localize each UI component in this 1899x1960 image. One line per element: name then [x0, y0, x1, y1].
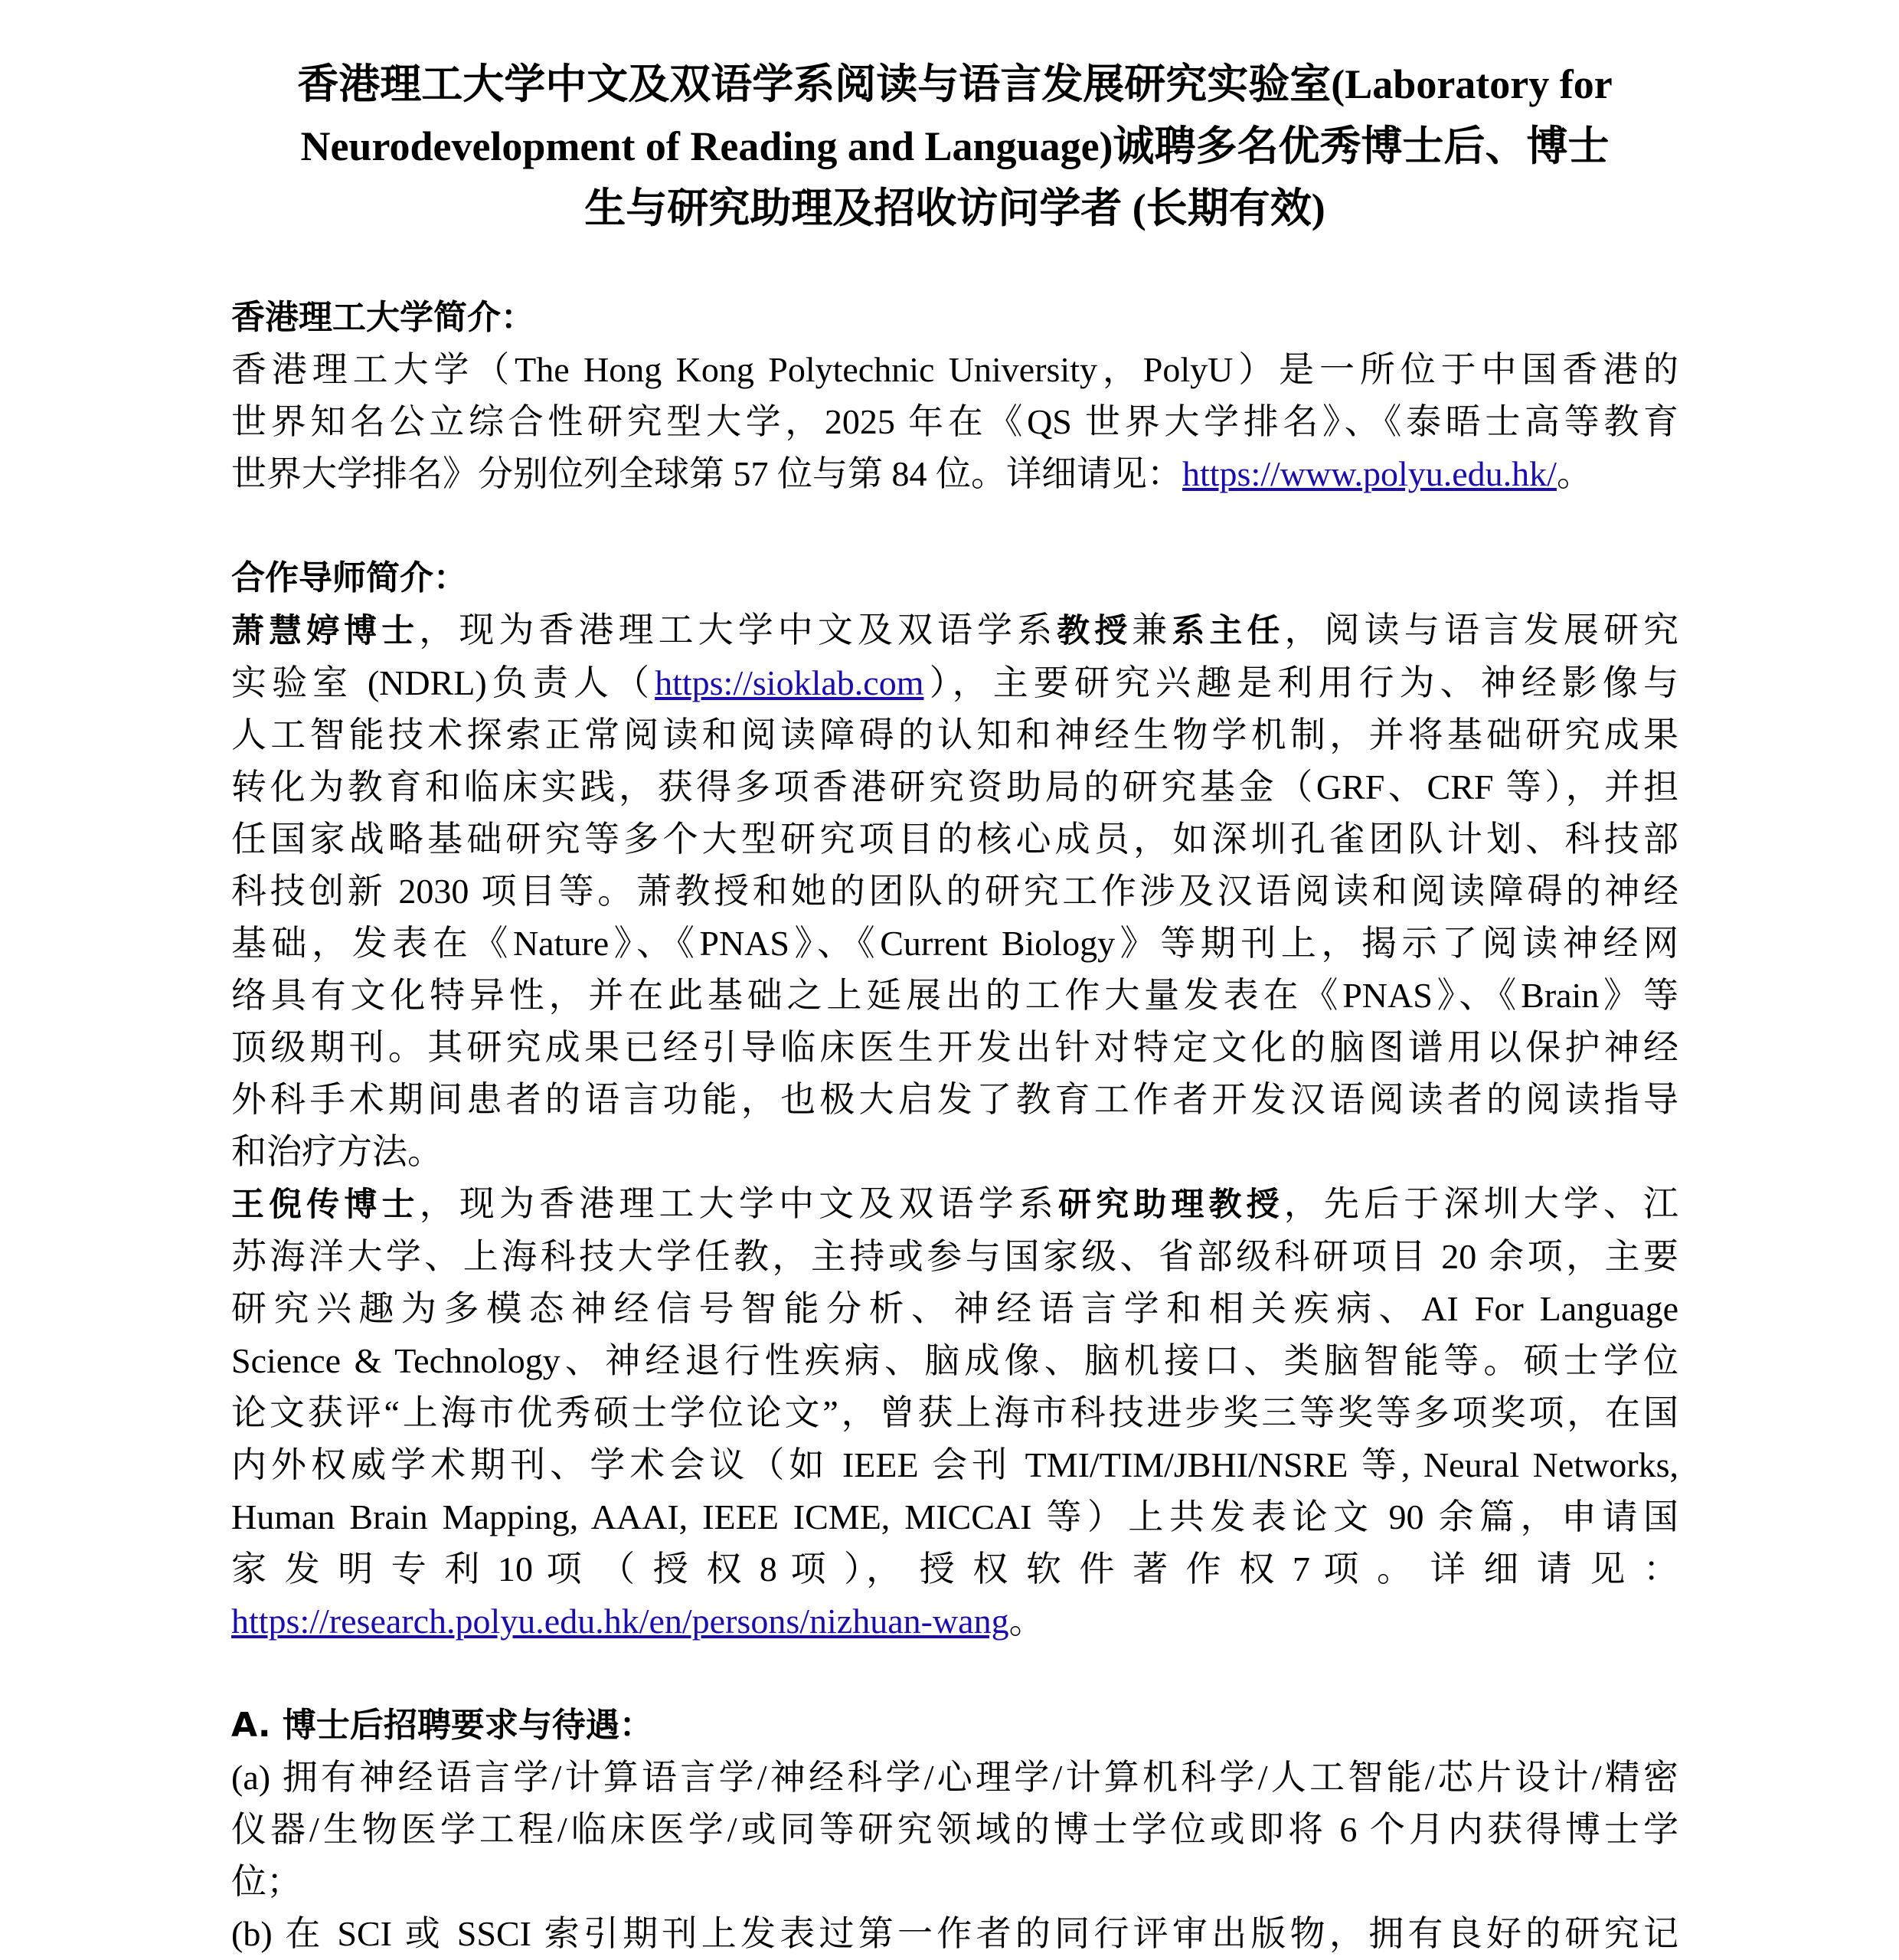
wang-title: 研究助理教授 [1057, 1186, 1284, 1224]
wang-line-1-text: ，现为香港理工大学中文及双语学系 [419, 1184, 1058, 1223]
title-line-3: 生与研究助理及招收访问学者 (长期有效) [584, 185, 1325, 231]
intro-heading: 香港理工大学简介： [231, 298, 534, 337]
siok-line-2 [231, 657, 1678, 709]
siok-line-4: 转化为教育和临床实践，获得多项香港研究资助局的研究基金（GRF、CRF 等），并担 [231, 767, 1678, 807]
page-title [222, 54, 1688, 240]
siok-line-2-text: 实验室 (NDRL)负责人（ [231, 663, 655, 702]
siok-line-7: 基础，发表在《Nature》、《PNAS》、《Current Biology》等期刊上，揭示了阅读神经网 [231, 924, 1678, 963]
intro-paragraph [231, 344, 1678, 500]
siok-line-3: 人工智能技术探索正常阅读和阅读障碍的认知和神经生物学机制，并将基础研究成果 [231, 715, 1678, 754]
siok-line-1-and: 兼 [1132, 610, 1172, 650]
wang-line-8: 家 发 明 专 利 10 项 （ 授 权 8 项 ）， 授 权 软 件 著 作 权 7 项 。 详 细 请 见 ： [231, 1549, 1679, 1589]
wang-line-1-end: ，先后于深圳大学、江 [1283, 1184, 1679, 1223]
title-line-2: Neurodevelopment of Reading and Language)诚聘多名优秀博士后、博士 [300, 123, 1610, 169]
intro-line-3-text: 世界大学排名》分别位列全球第 57 位与第 84 位。详细请见： [231, 454, 1182, 493]
postdoc-heading: A. 博士后招聘要求与待遇： [231, 1706, 653, 1745]
intro-line-1: 香港理工大学（The Hong Kong Polytechnic University，PolyU）是一所位于中国香港的 [231, 350, 1678, 389]
requirement-a-line-1: (a) 拥有神经语言学/计算语言学/神经科学/心理学/计算机科学/人工智能/芯片设计/精密 [231, 1758, 1678, 1797]
intro-line-3-end: 。 [1556, 454, 1592, 493]
wang-line-4: Science & Technology、神经退行性疾病、脑成像、脑机接口、类脑智能等。硕士学位 [231, 1341, 1678, 1380]
siok-name: 萧慧婷博士 [231, 612, 420, 650]
wang-profile-link[interactable]: https://research.polyu.edu.hk/en/persons/nizhuan-wang [231, 1602, 1009, 1641]
requirement-a-line-2: 仪器/生物医学工程/临床医学/或同等研究领域的博士学位或即将 6 个月内获得博士学 [231, 1810, 1678, 1849]
siok-title-head: 系主任 [1172, 612, 1285, 650]
postdoc-requirements [231, 1752, 1678, 1960]
wang-line-5: 论文获评“上海市优秀硕士学位论文”，曾获上海市科技进步奖三等奖等多项奖项，在国 [231, 1393, 1678, 1432]
siok-line-1-end: ，阅读与语言发展研究 [1284, 610, 1679, 650]
mentors-heading: 合作导师简介： [231, 558, 467, 597]
section-gap [231, 500, 1678, 552]
section-gap-2 [231, 1648, 1678, 1700]
wang-line-9-end: 。 [1008, 1602, 1044, 1641]
intro-line-2: 世界知名公立综合性研究型大学，2025 年在《QS 世界大学排名》、《泰晤士高等教育 [231, 402, 1678, 441]
wang-line-3: 研究兴趣为多模态神经信号智能分析、神经语言学和相关疾病、AI For Language [231, 1289, 1678, 1328]
wang-line-1 [231, 1178, 1678, 1231]
siok-line-6: 科技创新 2030 项目等。萧教授和她的团队的研究工作涉及汉语阅读和阅读障碍的神经 [231, 872, 1678, 911]
wang-name: 王倪传博士 [231, 1186, 420, 1224]
intro-line-3 [231, 448, 1678, 500]
siok-line-11: 和治疗方法。 [231, 1132, 443, 1171]
polyu-website-link[interactable]: https://www.polyu.edu.hk/ [1182, 454, 1557, 493]
siok-line-5: 任国家战略基础研究等多个大型研究项目的核心成员，如深圳孔雀团队计划、科技部 [231, 820, 1678, 859]
wang-line-9 [231, 1595, 1678, 1648]
siok-line-9: 顶级期刊。其研究成果已经引导临床医生开发出针对特定文化的脑图谱用以保护神经 [231, 1028, 1678, 1067]
wang-line-2: 苏海洋大学、上海科技大学任教，主持或参与国家级、省部级科研项目 20 余项，主要 [231, 1237, 1678, 1276]
wang-line-7: Human Brain Mapping, AAAI, IEEE ICME, MICCAI 等）上共发表论文 90 余篇，申请国 [231, 1497, 1678, 1536]
wang-bio [231, 1178, 1678, 1648]
siok-line-8: 络具有文化特异性，并在此基础之上延展出的工作大量发表在《PNAS》、《Brain》等 [231, 976, 1678, 1015]
requirement-a-line-3: 位； [231, 1862, 302, 1901]
siok-title-professor: 教授 [1057, 612, 1133, 650]
title-line-1: 香港理工大学中文及双语学系阅读与语言发展研究实验室(Laboratory for [297, 61, 1613, 107]
siok-line-1 [231, 604, 1678, 657]
siok-line-1-text: ，现为香港理工大学中文及双语学系 [419, 610, 1057, 650]
siok-bio [231, 604, 1678, 1178]
requirement-b-line-1: (b) 在 SCI 或 SSCI 索引期刊上发表过第一作者的同行评审出版物，拥有良好的研究记 [231, 1914, 1678, 1953]
wang-line-6: 内外权威学术期刊、学术会议（如 IEEE 会刊 TMI/TIM/JBHI/NSRE 等, Neural Networks, [231, 1445, 1678, 1484]
siok-line-2-end: ），主要研究兴趣是利用行为、神经影像与 [923, 663, 1679, 702]
document-page [231, 54, 1678, 1960]
siok-line-10: 外科手术期间患者的语言功能，也极大启发了教育工作者开发汉语阅读者的阅读指导 [231, 1080, 1678, 1119]
sioklab-link[interactable]: https://sioklab.com [655, 663, 924, 702]
